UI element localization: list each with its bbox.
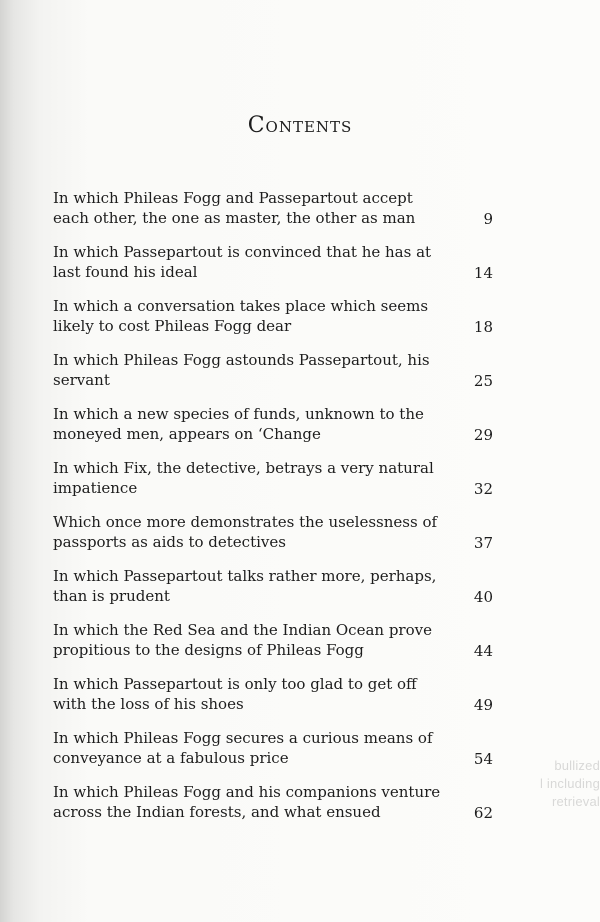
page-title: Contents (247, 113, 353, 138)
toc-entry-title: In which Passepartout is only too glad to get off with the loss of his shoes (53, 675, 417, 713)
toc-entry-title: In which Phileas Fogg and his companions venture across the Indian forests, and what ensued (53, 783, 441, 821)
toc-entry-title: In which Passepartout is convinced that he has at last found his ideal (53, 243, 432, 281)
bleed-through-text: bullized (554, 758, 600, 773)
toc-entry-title: In which the Red Sea and the Indian Ocean prove propitious to the designs of Phileas Fogg (53, 621, 432, 659)
toc-entry (53, 188, 493, 242)
toc-entry (53, 512, 493, 566)
toc-entry (53, 404, 493, 458)
toc-entry-page: 14 (473, 264, 493, 282)
toc-entry-page: 54 (473, 750, 493, 768)
toc-entry-page: 32 (473, 480, 493, 498)
toc-entry (53, 566, 493, 620)
toc-entry-title: In which Fix, the detective, betrays a very natural impatience (53, 459, 434, 497)
toc-entry-title: In which a new species of funds, unknown to the moneyed men, appears on ‘Change (53, 405, 424, 443)
bleed-through-text: retrieval (551, 794, 600, 809)
toc-entry-page: 40 (473, 588, 493, 606)
toc-entry-page: 25 (473, 372, 493, 390)
toc-entry-page: 29 (473, 426, 493, 444)
toc-entry-title: In which Phileas Fogg secures a curious means of conveyance at a fabulous price (53, 729, 433, 767)
toc-entry-title: Which once more demonstrates the uselessness of passports as aids to detectives (53, 513, 438, 551)
toc-entry (53, 242, 493, 296)
toc-entry-page: 44 (473, 642, 493, 660)
toc-entry (53, 296, 493, 350)
toc-entry-page: 49 (473, 696, 493, 714)
toc-entry-page: 18 (473, 318, 493, 336)
toc-entry-title: In which Passepartout talks rather more, perhaps, than is prudent (53, 567, 437, 605)
toc-entry-page: 37 (473, 534, 493, 552)
toc-entry (53, 620, 493, 674)
toc-entry-page: 62 (473, 804, 493, 822)
toc-entry (53, 350, 493, 404)
toc-entry (53, 728, 493, 782)
toc-entry (53, 782, 493, 836)
toc-entry-page: 9 (483, 210, 493, 228)
toc-entry (53, 674, 493, 728)
toc-entry-title: In which Phileas Fogg astounds Passepartout, his servant (53, 351, 430, 389)
table-of-contents (53, 188, 493, 836)
toc-entry-title: In which Phileas Fogg and Passepartout accept each other, the one as master, the other as man (53, 189, 416, 227)
bleed-through-text: l including (539, 776, 600, 791)
toc-entry (53, 458, 493, 512)
toc-entry-title: In which a conversation takes place which seems likely to cost Phileas Fogg dear (53, 297, 429, 335)
